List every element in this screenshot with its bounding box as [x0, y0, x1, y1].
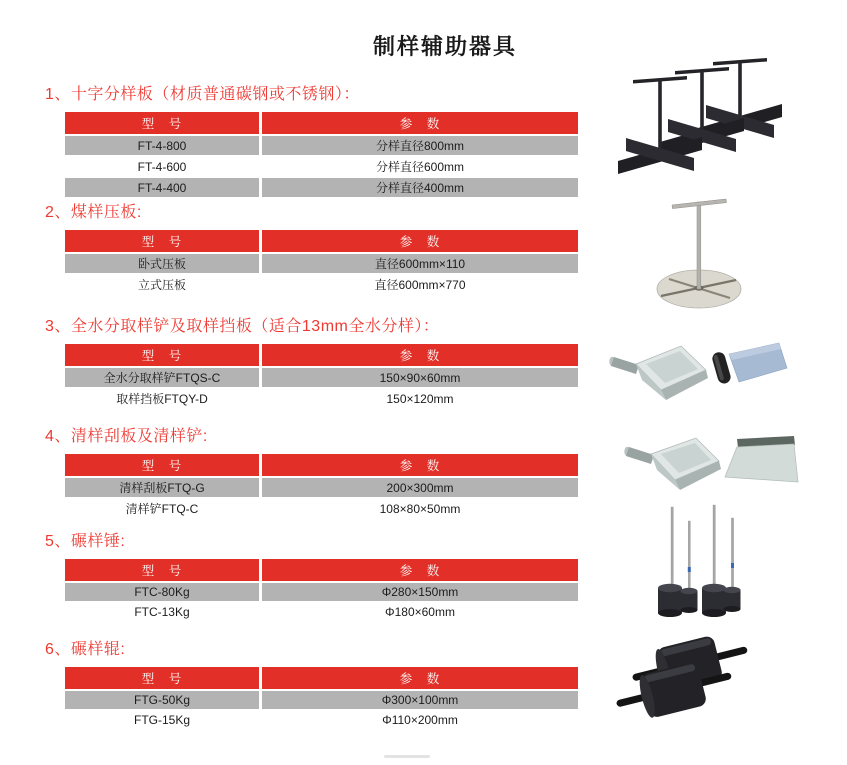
product-section-1: [45, 85, 590, 197]
column-header-params: 参 数: [261, 559, 579, 582]
footer-artifact: [384, 755, 430, 758]
table-header-row: [65, 112, 578, 135]
table-row: [65, 602, 578, 621]
column-header-params: 参 数: [261, 112, 579, 135]
section-heading: 4、清样刮板及清样铲:: [45, 428, 208, 445]
model-cell: 清样铲FTQ-C: [65, 498, 261, 518]
press-plate-illustration: [652, 190, 747, 314]
param-cell: Φ280×150mm: [261, 582, 579, 602]
product-section-6: [45, 640, 590, 729]
product-section-2: [45, 203, 590, 294]
column-header-model: 型 号: [65, 667, 261, 690]
spec-table: [65, 112, 578, 197]
section-heading: 1、十字分样板（材质普通碳钢或不锈钢）：: [45, 86, 360, 103]
table-header-row: [65, 667, 578, 690]
param-cell: 直径600mm×770: [261, 274, 579, 294]
column-header-model: 型 号: [65, 454, 261, 477]
column-header-params: 参 数: [261, 667, 579, 690]
model-cell: FTG-50Kg: [65, 690, 261, 710]
table-header-row: [65, 559, 578, 582]
table-row: [65, 274, 578, 294]
model-cell: 取样挡板FTQY-D: [65, 388, 261, 408]
cleaning-scraper-and-scoop-photo: [613, 430, 800, 504]
param-cell: Φ180×60mm: [261, 602, 579, 621]
table-row: [65, 388, 578, 408]
table-row: [65, 690, 578, 710]
section-heading: 6、碾样辊:: [45, 641, 126, 658]
column-header-model: 型 号: [65, 112, 261, 135]
hammers-illustration: [650, 503, 745, 623]
product-section-4: [45, 427, 590, 518]
table-row: [65, 477, 578, 498]
param-cell: 分样直径600mm: [261, 156, 579, 177]
column-header-params: 参 数: [261, 454, 579, 477]
param-cell: Φ300×100mm: [261, 690, 579, 710]
section-heading: 2、煤样压板:: [45, 204, 142, 221]
model-cell: 立式压板: [65, 274, 261, 294]
product-section-5: [45, 532, 590, 621]
spec-table: [65, 454, 578, 518]
model-cell: FT-4-400: [65, 177, 261, 197]
spec-table: [65, 667, 578, 729]
section-heading: 3、全水分取样铲及取样挡板（适合13mm全水分样）：: [45, 318, 440, 335]
param-cell: 直径600mm×110: [261, 253, 579, 274]
sample-hammers-photo: [650, 503, 745, 623]
spec-table: [65, 559, 578, 621]
page-title: 制样辅助器具: [372, 34, 517, 59]
param-cell: 分样直径400mm: [261, 177, 579, 197]
cross-divider-illustration: [618, 48, 783, 180]
table-header-row: [65, 230, 578, 253]
scraper-scoop-illustration: [613, 430, 800, 504]
coal-sample-press-plate-photo: [652, 190, 747, 314]
table-row: [65, 156, 578, 177]
column-header-params: 参 数: [261, 230, 579, 253]
sample-rollers-photo: [615, 634, 750, 719]
product-section-3: [45, 317, 590, 408]
table-row: [65, 253, 578, 274]
column-header-params: 参 数: [261, 344, 579, 367]
rollers-illustration: [615, 634, 750, 719]
param-cell: 108×80×50mm: [261, 498, 579, 518]
param-cell: 150×90×60mm: [261, 367, 579, 388]
model-cell: 清样刮板FTQ-G: [65, 477, 261, 498]
model-cell: FT-4-600: [65, 156, 261, 177]
table-row: [65, 367, 578, 388]
cross-sample-divider-photo: [618, 48, 783, 180]
section-heading: 5、碾样锤:: [45, 533, 126, 550]
table-header-row: [65, 454, 578, 477]
param-cell: 200×300mm: [261, 477, 579, 498]
param-cell: 分样直径800mm: [261, 135, 579, 156]
table-header-row: [65, 344, 578, 367]
column-header-model: 型 号: [65, 559, 261, 582]
model-cell: 卧式压板: [65, 253, 261, 274]
table-row: [65, 498, 578, 518]
table-row: [65, 177, 578, 197]
table-row: [65, 710, 578, 729]
column-header-model: 型 号: [65, 344, 261, 367]
spec-table: [65, 344, 578, 408]
table-row: [65, 135, 578, 156]
model-cell: 全水分取样铲FTQS-C: [65, 367, 261, 388]
scoop-baffle-illustration: [608, 333, 788, 415]
model-cell: FTC-13Kg: [65, 602, 261, 621]
param-cell: Φ110×200mm: [261, 710, 579, 729]
model-cell: FTC-80Kg: [65, 582, 261, 602]
table-row: [65, 582, 578, 602]
column-header-model: 型 号: [65, 230, 261, 253]
model-cell: FT-4-800: [65, 135, 261, 156]
moisture-sampling-scoop-and-baffle-photo: [608, 333, 788, 415]
param-cell: 150×120mm: [261, 388, 579, 408]
model-cell: FTG-15Kg: [65, 710, 261, 729]
spec-table: [65, 230, 578, 294]
